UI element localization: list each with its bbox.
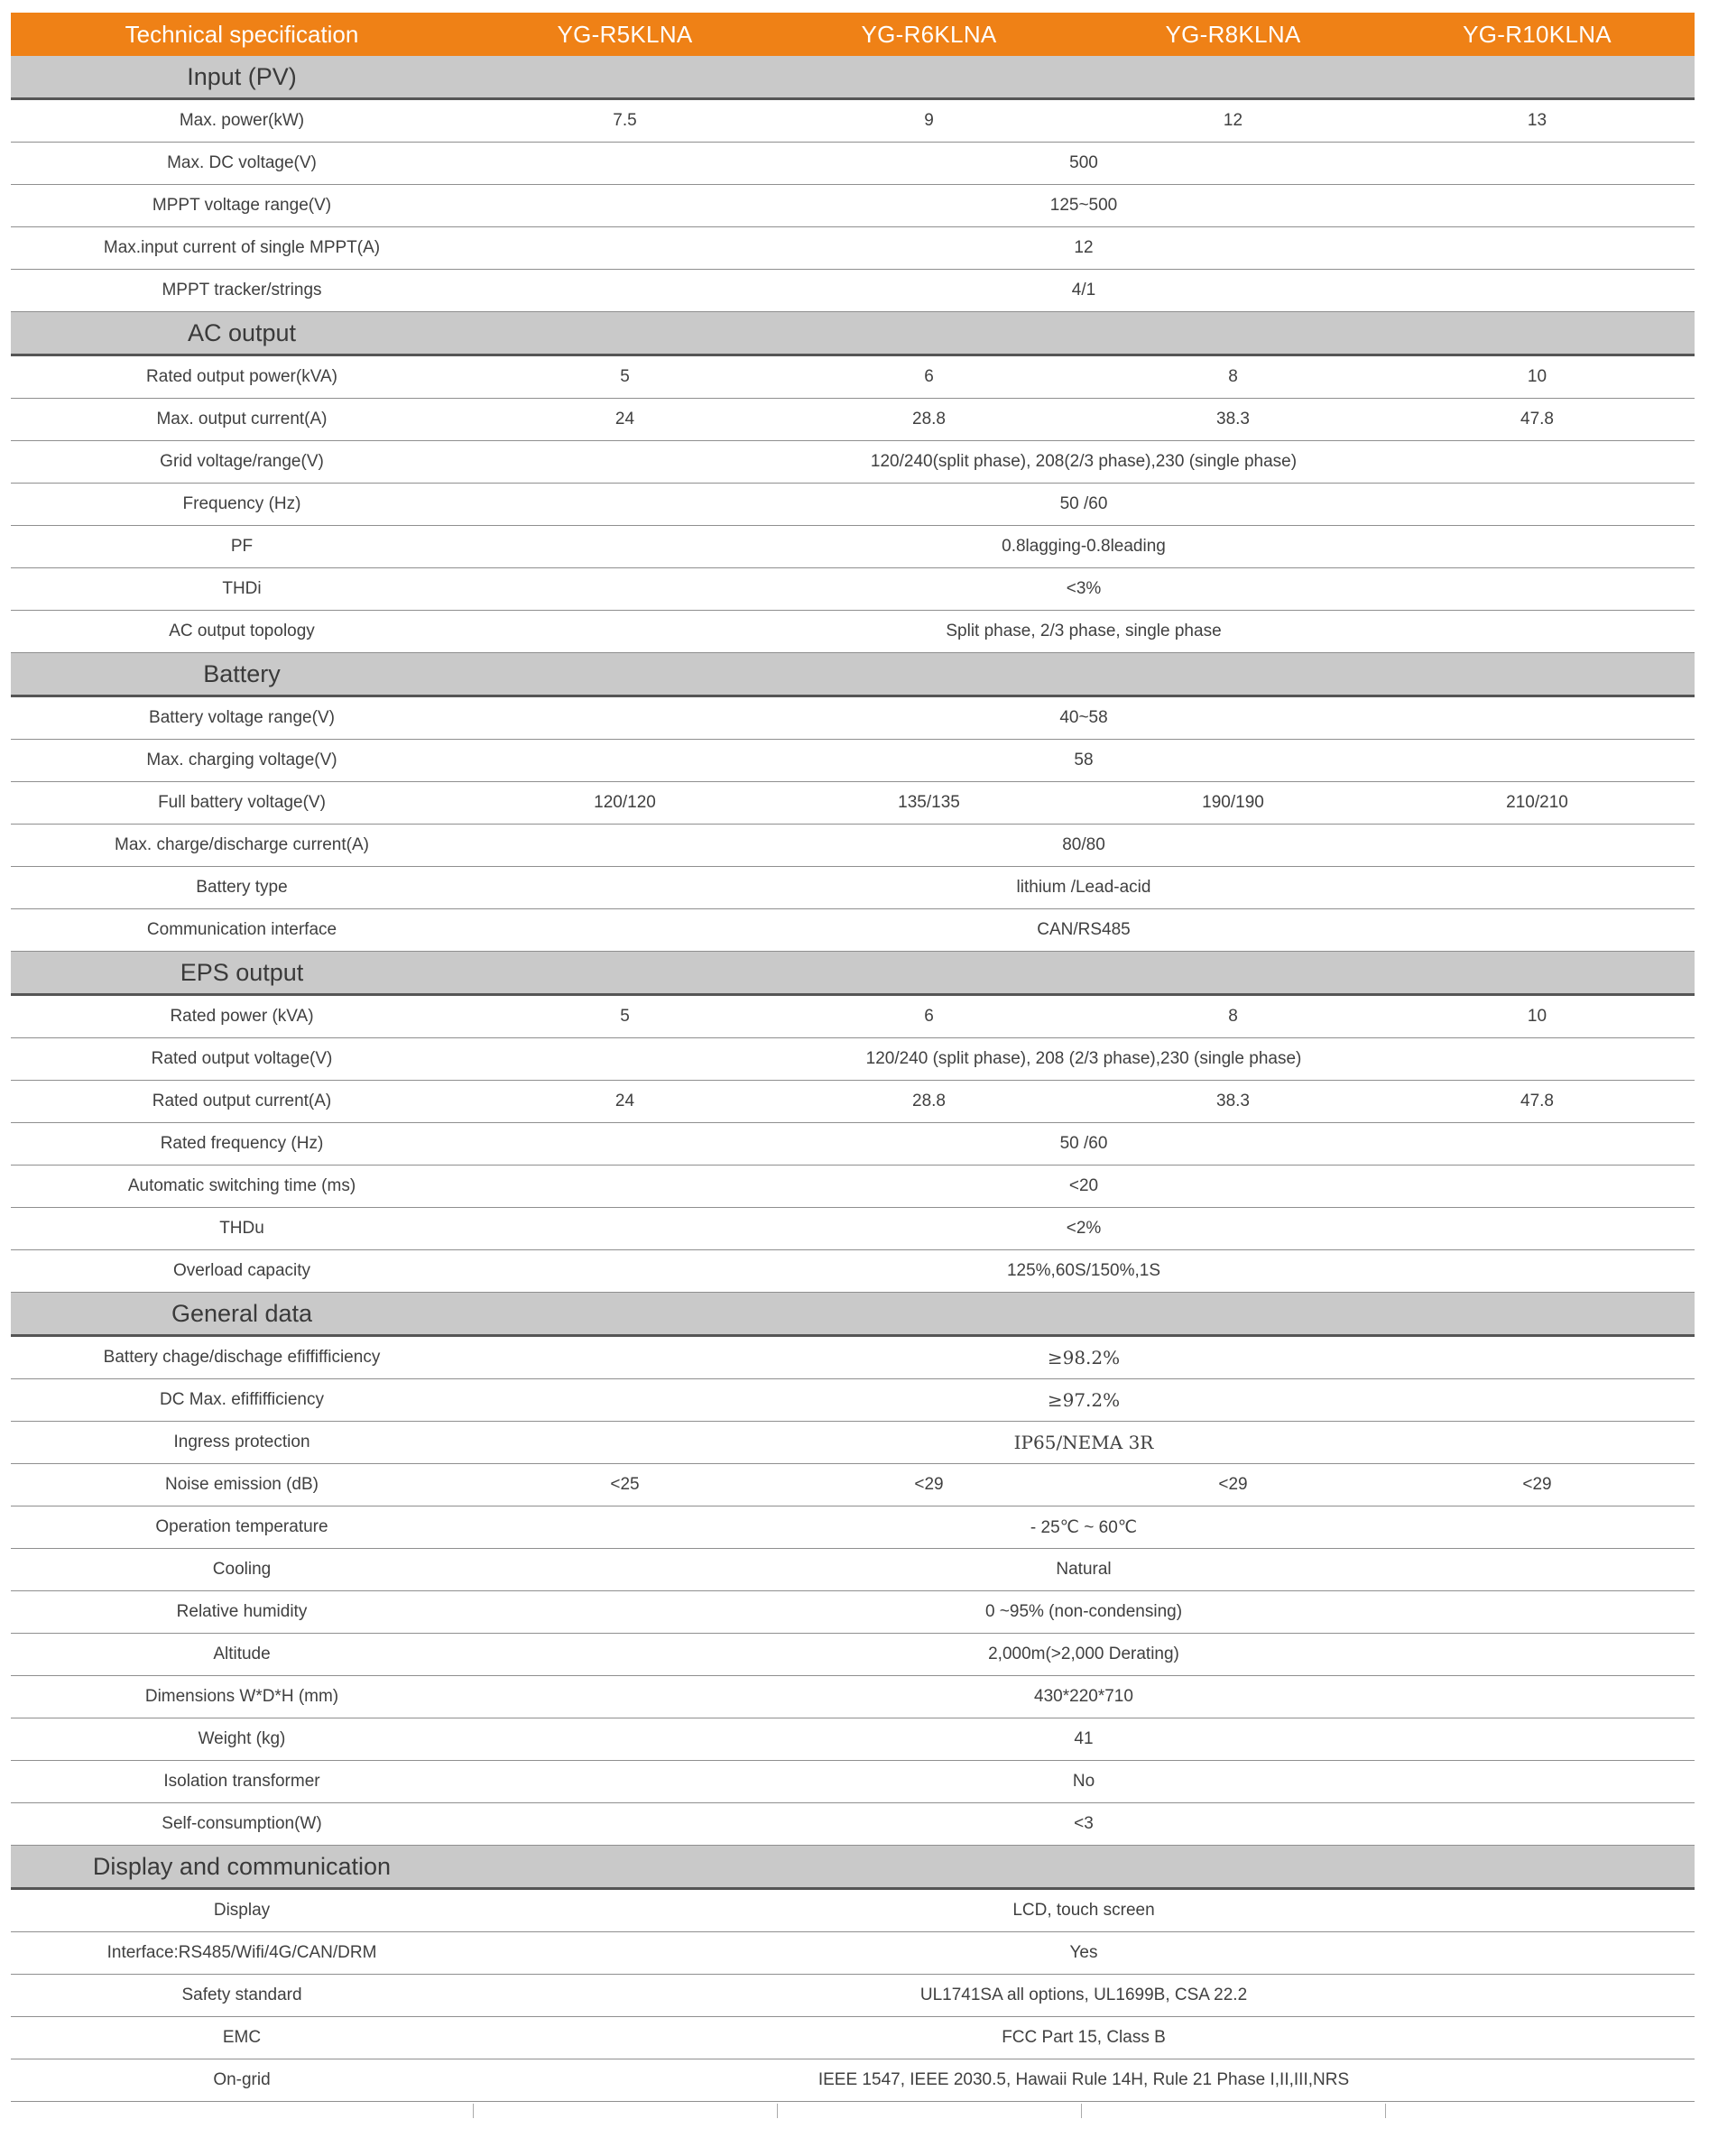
spec-row — [11, 399, 1695, 441]
spec-value-shared: <2% — [1066, 1219, 1102, 1238]
section-title: General data — [171, 1299, 313, 1327]
spec-value-shared: 125%,60S/150%,1S — [1006, 1261, 1161, 1280]
spec-value-shared: 58 — [1074, 751, 1094, 769]
spec-label: Automatic switching time (ms) — [127, 1176, 356, 1195]
spec-row — [11, 185, 1695, 227]
spec-value-shared: 4/1 — [1071, 281, 1096, 299]
spec-row — [11, 1634, 1695, 1676]
spec-label: Rated power (kVA) — [170, 1007, 314, 1026]
spec-label: Weight (kg) — [198, 1729, 286, 1748]
spec-row — [11, 1761, 1695, 1803]
spec-value-shared: - 25℃ ~ 60℃ — [1030, 1517, 1138, 1537]
section-header — [11, 1293, 1695, 1337]
spec-value-shared: ≥97.2% — [1047, 1389, 1121, 1411]
spec-label: Max. charge/discharge current(A) — [115, 835, 369, 854]
spec-value: 38.3 — [1216, 1092, 1250, 1110]
spec-row — [11, 1718, 1695, 1761]
spec-value-shared: No — [1072, 1772, 1095, 1791]
spec-value-shared: LCD, touch screen — [1012, 1901, 1155, 1920]
spec-row — [11, 484, 1695, 526]
spec-row — [11, 697, 1695, 740]
section-title: AC output — [187, 318, 297, 346]
spec-value: 28.8 — [912, 1092, 946, 1110]
section-header — [11, 653, 1695, 697]
spec-label: Noise emission (dB) — [165, 1475, 319, 1494]
spec-row — [11, 2017, 1695, 2059]
spec-body — [11, 56, 1695, 2102]
model-header: YG-R10KLNA — [1463, 20, 1612, 48]
spec-value-shared: CAN/RS485 — [1037, 920, 1131, 939]
spec-label: AC output topology — [169, 622, 315, 640]
spec-row — [11, 100, 1695, 143]
section-header — [11, 56, 1695, 100]
spec-label: THDi — [222, 579, 262, 598]
spec-sheet — [11, 13, 1695, 2124]
spec-value-shared: <3% — [1066, 579, 1102, 598]
spec-row — [11, 1803, 1695, 1846]
spec-value: 24 — [614, 1092, 635, 1110]
spec-value-shared: Natural — [1056, 1560, 1112, 1579]
spec-title: Technical specification — [125, 20, 359, 48]
spec-row — [11, 1932, 1695, 1975]
spec-value-shared: 40~58 — [1059, 708, 1108, 727]
spec-label: Overload capacity — [172, 1261, 311, 1280]
spec-label: Max. power(kW) — [179, 111, 305, 130]
spec-label: MPPT tracker/strings — [162, 281, 322, 299]
spec-value-shared: 41 — [1074, 1729, 1094, 1748]
spec-value: 9 — [924, 111, 934, 130]
spec-row — [11, 1166, 1695, 1208]
spec-row — [11, 356, 1695, 399]
spec-row — [11, 1506, 1695, 1549]
spec-value-shared: lithium /Lead-acid — [1016, 878, 1151, 897]
spec-label: Battery voltage range(V) — [149, 708, 335, 727]
spec-value: 47.8 — [1520, 1092, 1554, 1110]
spec-row — [11, 1123, 1695, 1166]
spec-value: 8 — [1228, 1007, 1238, 1026]
spec-label: Dimensions W*D*H (mm) — [144, 1687, 339, 1706]
spec-label: Rated output power(kVA) — [146, 367, 337, 386]
spec-value: 6 — [924, 1007, 934, 1026]
section-header — [11, 952, 1695, 996]
spec-value: 7.5 — [613, 111, 637, 130]
spec-value: 12 — [1223, 111, 1243, 130]
spec-value-shared: 12 — [1074, 238, 1094, 257]
model-header: YG-R5KLNA — [557, 20, 693, 48]
section-header — [11, 312, 1695, 356]
spec-row — [11, 441, 1695, 484]
spec-value: 38.3 — [1216, 410, 1250, 428]
spec-row — [11, 1676, 1695, 1718]
spec-value-shared: 430*220*710 — [1034, 1687, 1133, 1706]
spec-row — [11, 526, 1695, 568]
spec-row — [11, 143, 1695, 185]
section-title: EPS output — [180, 958, 304, 986]
spec-row — [11, 270, 1695, 312]
spec-row — [11, 2059, 1695, 2102]
spec-value-shared: 80/80 — [1062, 835, 1105, 854]
spec-row — [11, 1549, 1695, 1591]
section-title: Input (PV) — [187, 62, 297, 90]
spec-value-shared: <20 — [1068, 1176, 1099, 1195]
spec-label: Grid voltage/range(V) — [160, 452, 324, 471]
spec-label: PF — [230, 537, 254, 556]
spec-label: Operation temperature — [155, 1517, 328, 1536]
spec-label: Self-consumption(W) — [162, 1814, 322, 1833]
spec-value-shared: IEEE 1547, IEEE 2030.5, Hawaii Rule 14H, Rule 21 Phase I,II,III,NRS — [818, 2070, 1350, 2089]
spec-label: Altitude — [213, 1645, 271, 1663]
spec-label: Frequency (Hz) — [182, 494, 301, 513]
spec-row — [11, 1038, 1695, 1081]
spec-value: <29 — [914, 1475, 944, 1494]
spec-label: Max. DC voltage(V) — [167, 153, 317, 172]
spec-value: 5 — [620, 1007, 630, 1026]
spec-value-shared: <3 — [1074, 1814, 1094, 1833]
spec-row — [11, 568, 1695, 611]
spec-label: Safety standard — [181, 1986, 302, 2004]
spec-value: 47.8 — [1520, 410, 1554, 428]
spec-row — [11, 1422, 1695, 1464]
spec-row — [11, 1591, 1695, 1634]
spec-row — [11, 909, 1695, 952]
table-footer-ticks — [11, 2102, 1695, 2124]
spec-row — [11, 867, 1695, 909]
spec-row — [11, 1890, 1695, 1932]
spec-header-row — [11, 13, 1695, 56]
spec-value-shared: 125~500 — [1049, 196, 1118, 215]
spec-value: 10 — [1527, 367, 1547, 386]
spec-row — [11, 1464, 1695, 1506]
spec-label: Ingress protection — [173, 1433, 310, 1451]
spec-label: Rated frequency (Hz) — [160, 1134, 324, 1153]
spec-value-shared: 0.8lagging-0.8leading — [1002, 537, 1166, 556]
spec-label: THDu — [219, 1219, 264, 1238]
spec-value-shared: 2,000m(>2,000 Derating) — [988, 1645, 1179, 1663]
spec-row — [11, 996, 1695, 1038]
spec-row — [11, 1250, 1695, 1293]
spec-value: 120/120 — [594, 793, 656, 812]
spec-row — [11, 740, 1695, 782]
spec-value-shared: Split phase, 2/3 phase, single phase — [946, 622, 1222, 640]
spec-label: DC Max. efiffifficiency — [160, 1390, 324, 1409]
spec-row — [11, 1337, 1695, 1379]
spec-value: 190/190 — [1202, 793, 1264, 812]
spec-label: Isolation transformer — [163, 1772, 320, 1791]
spec-label: Max.input current of single MPPT(A) — [103, 238, 381, 257]
spec-label: Max. charging voltage(V) — [146, 751, 337, 769]
spec-label: Display — [213, 1901, 271, 1920]
spec-value-shared: ≥98.2% — [1047, 1347, 1121, 1368]
spec-value-shared: 0 ~95% (non-condensing) — [984, 1602, 1183, 1621]
spec-value-shared: 500 — [1069, 153, 1098, 172]
spec-value: 135/135 — [898, 793, 960, 812]
spec-value-shared: FCC Part 15, Class B — [1002, 2028, 1166, 2047]
spec-row — [11, 1081, 1695, 1123]
spec-value: 210/210 — [1506, 793, 1568, 812]
spec-label: Communication interface — [146, 920, 337, 939]
spec-value: 6 — [924, 367, 934, 386]
spec-value: 5 — [620, 367, 630, 386]
spec-label: Cooling — [212, 1560, 272, 1579]
spec-value: 24 — [614, 410, 635, 428]
spec-label: Rated output current(A) — [152, 1092, 332, 1110]
spec-label: MPPT voltage range(V) — [152, 196, 332, 215]
spec-value: 28.8 — [912, 410, 946, 428]
spec-row — [11, 611, 1695, 653]
section-title: Display and communication — [92, 1852, 392, 1880]
model-header: YG-R6KLNA — [861, 20, 997, 48]
spec-row — [11, 782, 1695, 825]
model-header: YG-R8KLNA — [1165, 20, 1301, 48]
spec-value: <29 — [1522, 1475, 1552, 1494]
spec-row — [11, 1379, 1695, 1422]
spec-label: On-grid — [213, 2070, 271, 2089]
spec-value: 13 — [1527, 111, 1547, 130]
spec-label: Max. output current(A) — [156, 410, 328, 428]
spec-value-shared: 120/240 (split phase), 208 (2/3 phase),230 (single phase) — [865, 1049, 1302, 1068]
spec-label: Interface:RS485/Wifi/4G/CAN/DRM — [106, 1943, 377, 1962]
spec-value: 8 — [1228, 367, 1238, 386]
spec-label: Full battery voltage(V) — [158, 793, 326, 812]
spec-value-shared: 50 /60 — [1059, 494, 1108, 513]
spec-value: <25 — [610, 1475, 640, 1494]
spec-row — [11, 227, 1695, 270]
spec-label: Battery type — [196, 878, 288, 897]
spec-value-shared: IP65/NEMA 3R — [1013, 1432, 1154, 1453]
spec-value: 10 — [1527, 1007, 1547, 1026]
spec-row — [11, 825, 1695, 867]
spec-value-shared: 120/240(split phase), 208(2/3 phase),230 (single phase) — [870, 452, 1298, 471]
spec-row — [11, 1208, 1695, 1250]
spec-value-shared: UL1741SA all options, UL1699B, CSA 22.2 — [919, 1986, 1248, 2004]
spec-value-shared: Yes — [1069, 1943, 1098, 1962]
section-header — [11, 1846, 1695, 1890]
spec-label: Battery chage/dischage efiffifficiency — [103, 1348, 381, 1367]
spec-value: <29 — [1218, 1475, 1248, 1494]
spec-label: Relative humidity — [176, 1602, 308, 1621]
spec-label: Rated output voltage(V) — [151, 1049, 333, 1068]
spec-value-shared: 50 /60 — [1059, 1134, 1108, 1153]
spec-label: EMC — [222, 2028, 262, 2047]
section-title: Battery — [203, 659, 281, 687]
spec-row — [11, 1975, 1695, 2017]
